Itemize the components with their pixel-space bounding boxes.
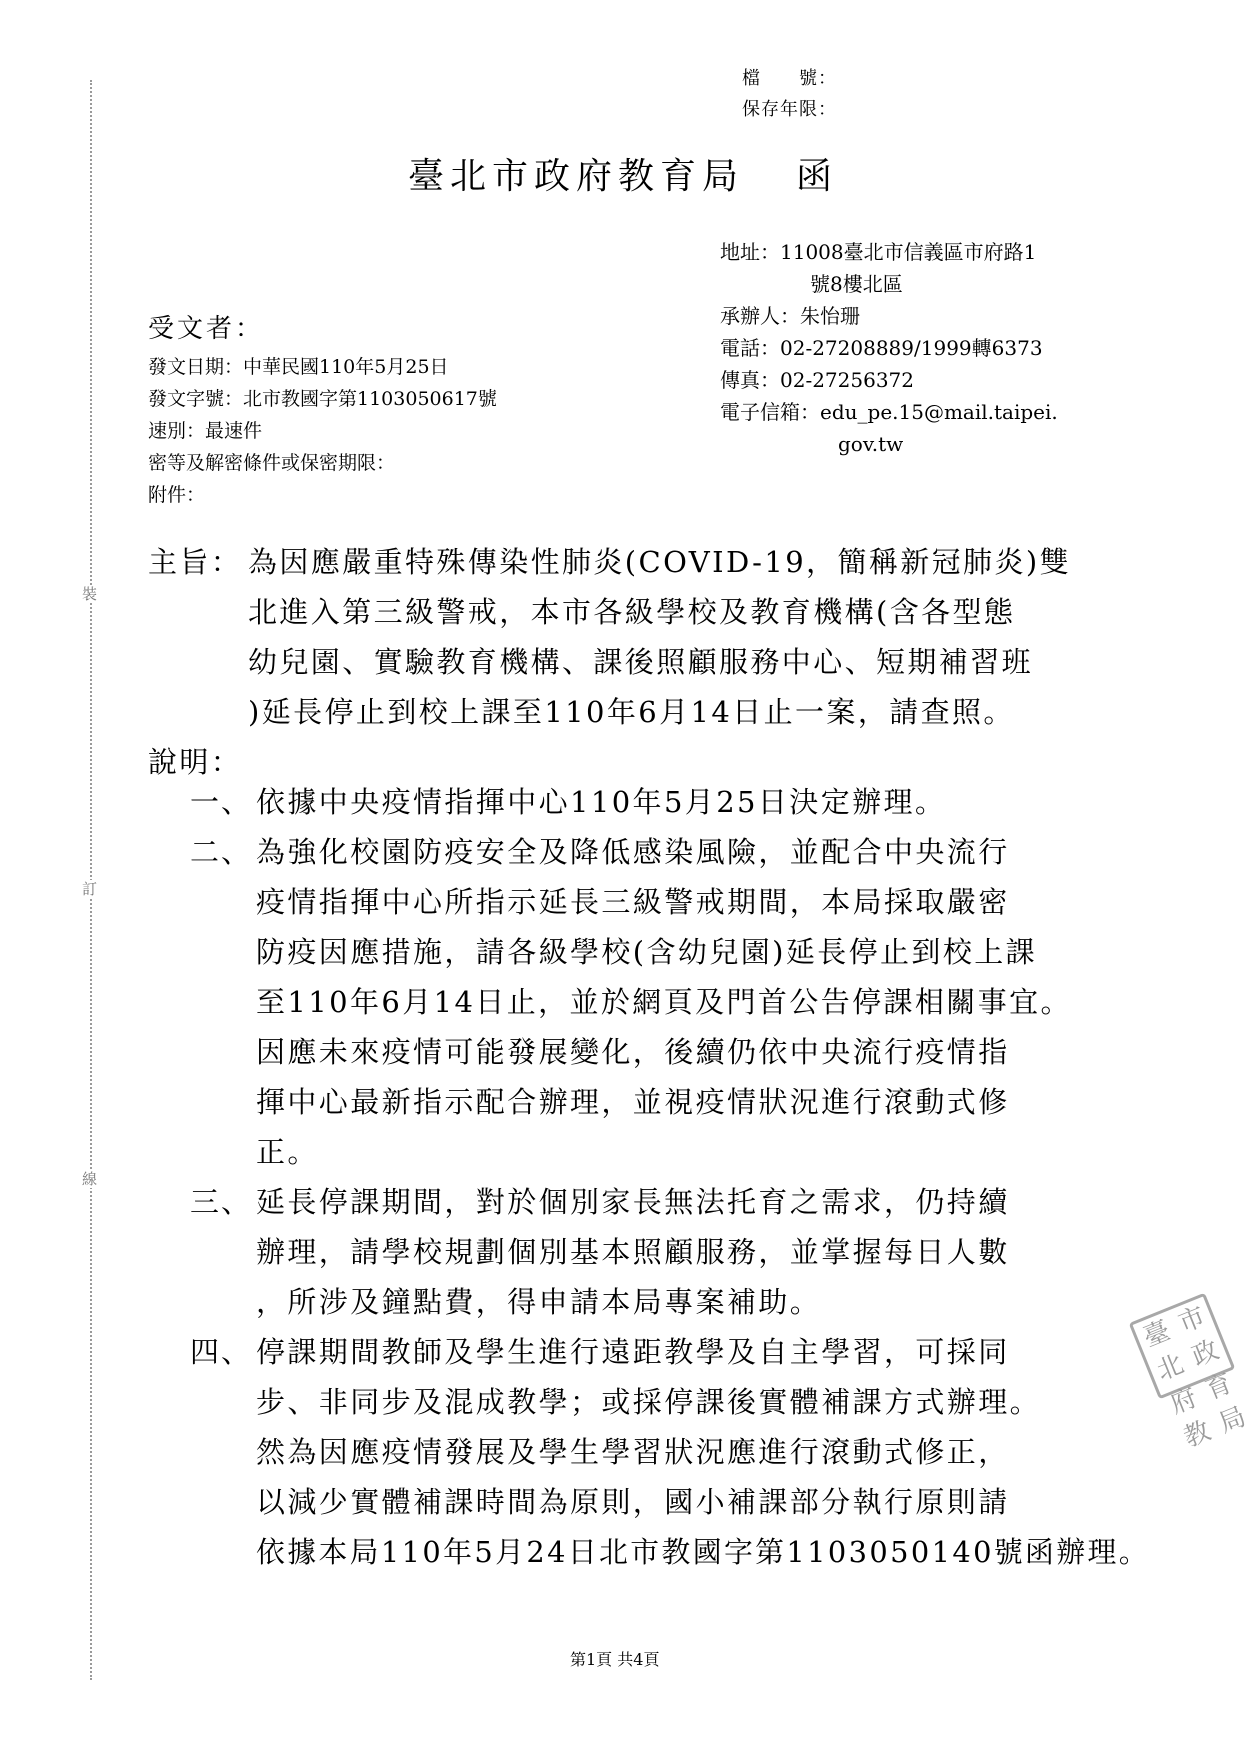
official-seal-stamp [1129,1293,1251,1454]
seal-text: 府教 [1166,1382,1216,1454]
item-line: 延長停課期間，對於個別家長無法托育之需求，仍持續 [256,1185,1010,1219]
seal-text: 育局 [1201,1368,1251,1440]
binding-mark-xian: 線 [82,1170,98,1188]
issue-date: 發文日期：中華民國110年5月25日 [148,356,449,378]
file-number-label: 檔 號： [742,68,837,89]
address-line-1: 地址：11008臺北市信義區市府路1 [720,240,1037,264]
item-number: 四、 [190,1335,253,1369]
email-line-1: 電子信箱：edu_pe.15@mail.taipei. [720,400,1058,424]
item-line: 停課期間教師及學生進行遠距教學及自主學習，可採同 [256,1335,1010,1369]
document-type: 函 [796,156,833,197]
item-line: 以減少實體補課時間為原則，國小補課部分執行原則請 [256,1485,1010,1519]
item-line: 步、非同步及混成教學；或採停課後實體補課方式辦理。 [256,1385,1042,1419]
recipient-label: 受文者： [148,314,265,344]
document-number: 發文字號：北市教國字第1103050617號 [148,388,497,410]
subject-line: 北進入第三級警戒，本市各級學校及教育機構(含各型態 [248,595,1016,629]
item-line: 依據中央疫情指揮中心110年5月25日決定辦理。 [256,785,947,819]
item-line: 依據本局110年5月24日北市教國字第1103050140號函辦理。 [256,1535,1150,1569]
item-line: 疫情指揮中心所指示延長三級警戒期間，本局採取嚴密 [256,885,1010,919]
attachments: 附件： [148,484,206,506]
phone: 電話：02-27208889/1999轉6373 [720,336,1043,360]
item-line: 因應未來疫情可能發展變化，後續仍依中央流行疫情指 [256,1035,1010,1069]
binding-mark-ding: 訂 [82,880,98,898]
binding-mark-zhuang: 裝 [82,585,98,603]
priority: 速別：最速件 [148,420,263,442]
subject-line: 為因應嚴重特殊傳染性肺炎(COVID-19，簡稱新冠肺炎)雙 [248,545,1071,579]
item-number: 二、 [190,835,253,869]
explanation-label: 說明： [148,745,243,779]
item-number: 三、 [190,1185,253,1219]
item-line: 正。 [256,1135,319,1169]
item-line: 辦理，請學校規劃個別基本照顧服務，並掌握每日人數 [256,1235,1010,1269]
page-number: 第1頁 共4頁 [570,1650,660,1669]
item-line: ，所涉及鐘點費，得申請本局專案補助。 [256,1285,822,1319]
handler: 承辦人：朱怡珊 [720,304,860,328]
fax: 傳真：02-27256372 [720,368,915,392]
retention-period-label: 保存年限： [742,99,837,120]
subject-line: 幼兒園、實驗教育機構、課後照顧服務中心、短期補習班 [248,645,1034,679]
item-line: 然為因應疫情發展及學生學習狀況應進行滾動式修正， [256,1435,1010,1469]
seal-text: 臺北 [1139,1315,1189,1387]
item-line: 揮中心最新指示配合辦理，並視疫情狀況進行滾動式修 [256,1085,1010,1119]
item-line: 至110年6月14日止，並於網頁及門首公告停課相關事宜。 [256,985,1072,1019]
item-line: 為強化校園防疫安全及降低感染風險，並配合中央流行 [256,835,1010,869]
secrecy-conditions: 密等及解密條件或保密期限： [148,452,396,474]
subject-line: )延長停止到校上課至110年6月14日止一案，請查照。 [248,695,1015,729]
item-number: 一、 [190,785,253,819]
address-line-2: 號8樓北區 [810,272,903,296]
agency-title: 臺北市政府教育局 [408,156,745,197]
item-line: 防疫因應措施，請各級學校(含幼兒園)延長停止到校上課 [256,935,1038,969]
email-line-2: gov.tw [838,432,904,456]
seal-text: 市政 [1174,1301,1224,1373]
subject-label: 主旨： [148,545,243,579]
